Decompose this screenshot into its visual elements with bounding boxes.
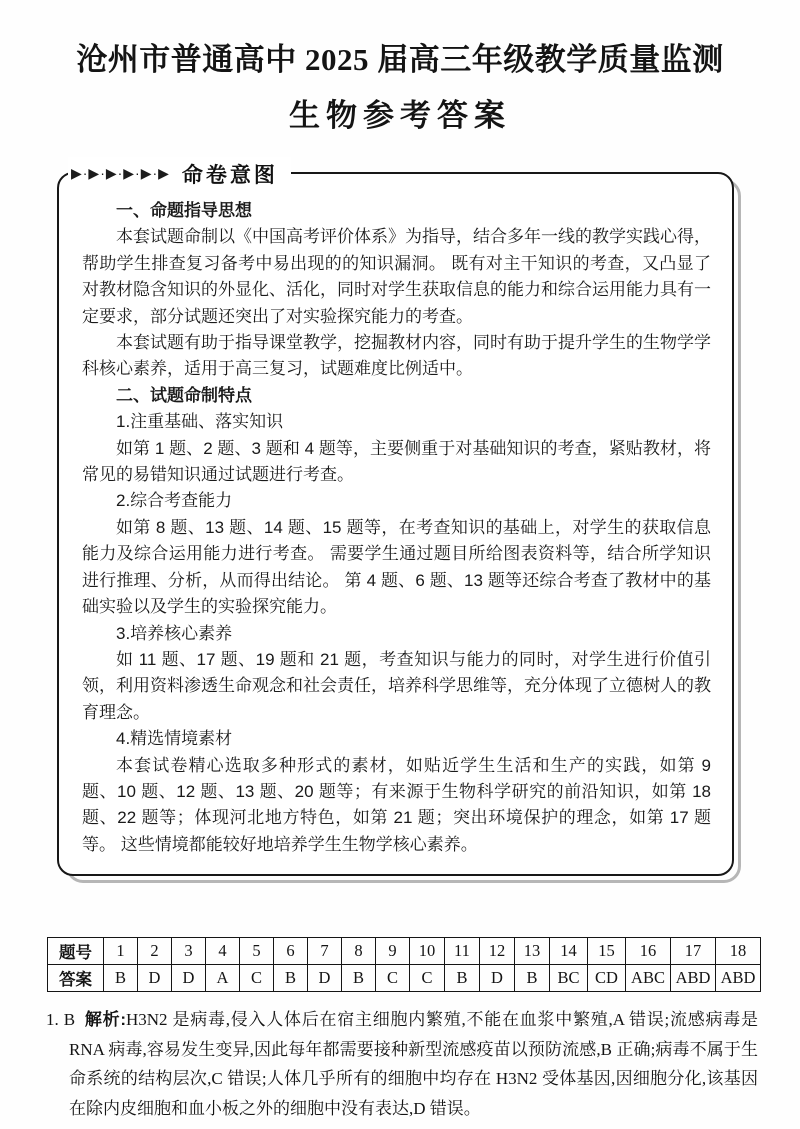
section-heading-2: 二、试题命制特点 (116, 385, 252, 405)
answer-cell: D (172, 965, 206, 992)
question-number-label: 题号 (48, 938, 104, 965)
intent-box-body (82, 198, 711, 858)
answer-cell: ABD (671, 965, 716, 992)
answer-cell: C (240, 965, 274, 992)
intent-box (57, 163, 734, 876)
section-subheading: 3.培养核心素养 (116, 623, 233, 643)
answer-cell: BC (550, 965, 588, 992)
arrow-decoration-icon: ▶·▶·▶·▶·▶·▶ (71, 165, 170, 181)
explanation-item-1 (46, 1005, 758, 1123)
question-number-cell: 2 (138, 938, 172, 965)
section-paragraph: 本套试题命制以《中国高考评价体系》为指导，结合多年一线的教学实践心得，帮助学生排查复习备考中易出现的的知识漏洞。 既有对主干知识的考查，又凸显了对教材隐含知识的外显化、活化，同时对学生获取信息的能力和综合运用能力具有一定要求，部分试题还突出了对实验探究能力的考查。 (82, 227, 711, 326)
section-heading-1: 一、命题指导思想 (116, 201, 252, 220)
page-title: 沧州市普通高中 2025 届高三年级教学质量监测 (76, 42, 724, 77)
explanation-text: H3N2 是病毒,侵入人体后在宿主细胞内繁殖,不能在血浆中繁殖,A 错误;流感病毒是 RNA 病毒,容易发生变异,因此每年都需要接种新型流感疫苗以预防流感,B 正确;病毒不属于生命系统的结构层次,C 错误;人体几乎所有的细胞中均存在 H3N2 受体基因,因细胞分化,该基因在除内皮细胞和血小板之外的细胞中没有表达,D 错误。 (69, 1010, 758, 1118)
answer-cell: B (515, 965, 550, 992)
question-number-cell: 17 (671, 938, 716, 965)
answer-label: 答案 (48, 965, 104, 992)
question-number-cell: 6 (274, 938, 308, 965)
question-number-cell: 7 (308, 938, 342, 965)
answer-cell: C (376, 965, 410, 992)
answer-cell: CD (588, 965, 626, 992)
question-number-cell: 12 (480, 938, 515, 965)
answer-cell: A (206, 965, 240, 992)
answer-cell: B (342, 965, 376, 992)
question-number-cell: 11 (445, 938, 480, 965)
section-subheading: 1.注重基础、落实知识 (116, 412, 284, 432)
answer-cell: D (480, 965, 515, 992)
question-number-cell: 5 (240, 938, 274, 965)
section-subheading: 2.综合考查能力 (116, 491, 233, 511)
question-number-cell: 10 (410, 938, 445, 965)
question-number-cell: 3 (172, 938, 206, 965)
explanation-number: 1. B (46, 1010, 76, 1030)
intent-box-title: 命卷意图 (181, 163, 278, 187)
answer-cell: B (104, 965, 138, 992)
question-number-cell: 14 (550, 938, 588, 965)
answer-cell: B (445, 965, 480, 992)
answer-cell: C (410, 965, 445, 992)
question-number-cell: 15 (588, 938, 626, 965)
question-number-cell: 13 (515, 938, 550, 965)
answer-row (48, 965, 761, 992)
question-number-cell: 1 (104, 938, 138, 965)
answer-cell: ABC (626, 965, 671, 992)
section-paragraph: 如 11 题、17 题、19 题和 21 题，考查知识与能力的同时，对学生进行价值引领，利用资料渗透生命观念和社会责任，培养科学思维等，充分体现了立德树人的教育理念。 (82, 649, 711, 722)
section-subheading: 4.精选情境素材 (116, 729, 233, 749)
answer-cell: ABD (716, 965, 761, 992)
intent-box-header (68, 157, 291, 190)
section-paragraph: 如第 8 题、13 题、14 题、15 题等，在考查知识的基础上，对学生的获取信息能力及综合运用能力进行考查。 需要学生通过题目所给图表资料等，结合所学知识进行推理、分析，从而得出结论。 第 4 题、6 题、13 题等还综合考查了教材中的基础实验以及学生的实验探究能力。 (82, 517, 711, 617)
question-number-cell: 8 (342, 938, 376, 965)
answer-cell: D (138, 965, 172, 992)
answer-table (47, 937, 761, 992)
section-paragraph: 如第 1 题、2 题、3 题和 4 题等，主要侧重于对基础知识的考查，紧贴教材，将常见的易错知识通过试题进行考查。 (82, 438, 711, 485)
answer-cell: D (308, 965, 342, 992)
section-paragraph: 本套试卷精心选取多种形式的素材，如贴近学生生活和生产的实践，如第 9 题、10 题、12 题、13 题、20 题等；有来源于生物科学研究的前沿知识，如第 18 题、22 题等；体现河北地方特色，如第 21 题；突出环境保护的理念，如第 17 题等。 这些情境都能较好地培养学生生物学核心素养。 (82, 755, 711, 854)
explanation-label: 解析: (84, 1010, 126, 1030)
question-number-cell: 16 (626, 938, 671, 965)
question-number-cell: 9 (376, 938, 410, 965)
answer-cell: B (274, 965, 308, 992)
question-number-cell: 18 (716, 938, 761, 965)
section-paragraph: 本套试题有助于指导课堂教学，挖掘教材内容，同时有助于提升学生的生物学学科核心素养，适用于高三复习，试题难度比例适中。 (82, 333, 711, 379)
question-number-row (48, 938, 761, 965)
question-number-cell: 4 (206, 938, 240, 965)
page-subtitle: 生物参考答案 (289, 98, 511, 133)
